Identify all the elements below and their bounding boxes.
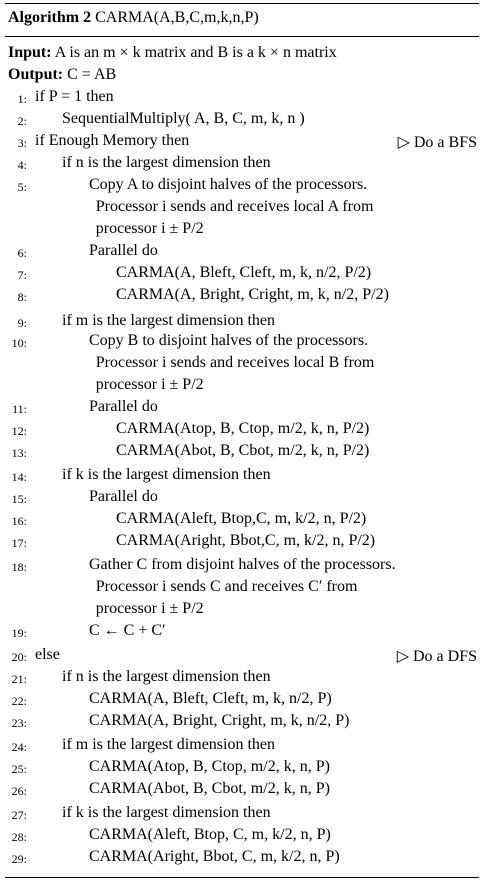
- algorithm-line: [5, 110, 479, 132]
- line-text: processor i ± P/2: [95, 600, 204, 617]
- line-text: Parallel do: [89, 398, 158, 415]
- algorithm-line: [5, 376, 479, 398]
- line-text: else: [35, 646, 60, 663]
- line-text: processor i ± P/2: [95, 220, 204, 237]
- algorithm-line: [5, 510, 479, 532]
- algorithm-line: [5, 154, 479, 176]
- line-text: CARMA(A, Bleft, Cleft, m, k, n/2, P): [89, 690, 332, 707]
- input-text: A is an m × k matrix and B is a k × n matrix: [54, 44, 337, 61]
- algorithm-line: [5, 690, 479, 712]
- line-comment: ▷ Do a BFS: [397, 134, 477, 151]
- line-text: CARMA(A, Bright, Cright, m, k, n/2, P/2): [116, 286, 389, 303]
- line-number: 21:: [11, 672, 27, 686]
- line-text: CARMA(Abot, B, Cbot, m/2, k, n, P/2): [116, 442, 370, 459]
- line-number: 25:: [11, 762, 27, 776]
- line-text: if Enough Memory then: [35, 132, 190, 149]
- algorithm-line: [5, 578, 479, 600]
- line-number: 18:: [11, 560, 27, 574]
- algorithm-line: [5, 622, 479, 644]
- line-text: if k is the largest dimension then: [62, 804, 271, 821]
- line-number: 16:: [11, 514, 27, 528]
- line-text: Processor i sends and receives local A from: [95, 198, 374, 215]
- algorithm-line: [5, 264, 479, 286]
- line-number: 8:: [17, 290, 27, 304]
- line-text: SequentialMultiply( A, B, C, m, k, n ): [62, 110, 305, 127]
- line-number: 6:: [17, 246, 27, 260]
- line-text: CARMA(A, Bleft, Cleft, m, k, n/2, P/2): [116, 264, 372, 281]
- algorithm-line: [5, 332, 479, 354]
- bottom-rule: [5, 877, 479, 878]
- algorithm-line: [5, 804, 479, 826]
- algorithm-name: CARMA(A,B,C,m,k,n,P): [95, 9, 259, 26]
- algorithm-line: [5, 176, 479, 198]
- line-number: 24:: [11, 740, 27, 754]
- line-text: Gather C from disjoint halves of the processors.: [89, 556, 396, 573]
- line-text: Copy B to disjoint halves of the processors.: [89, 332, 369, 349]
- algorithm-line: [5, 646, 479, 668]
- algorithm-line: [5, 488, 479, 510]
- line-number: 15:: [11, 492, 27, 506]
- algorithm-line: [5, 312, 479, 334]
- algorithm-line: [5, 556, 479, 578]
- line-text: Processor i sends C and receives C′ from: [95, 578, 358, 595]
- algorithm-line: [5, 354, 479, 376]
- line-text: Processor i sends and receives local B from: [95, 354, 375, 371]
- algorithm-line: [5, 780, 479, 802]
- line-number: 12:: [11, 424, 27, 438]
- line-text: Parallel do: [89, 488, 158, 505]
- line-text: CARMA(Atop, B, Ctop, m/2, k, n, P): [89, 758, 330, 775]
- algorithm-line: [5, 88, 479, 110]
- algorithm-line: [5, 198, 479, 220]
- algorithm-line: [5, 286, 479, 308]
- algorithm-line: [5, 758, 479, 780]
- line-number: 17:: [11, 536, 27, 550]
- line-number: 10:: [11, 336, 27, 350]
- algorithm-line: [5, 826, 479, 848]
- input-label: Input:: [8, 44, 52, 61]
- input-line: [8, 44, 337, 62]
- line-number: 3:: [17, 136, 27, 150]
- line-text: if n is the largest dimension then: [62, 668, 271, 685]
- line-text: if m is the largest dimension then: [62, 312, 276, 329]
- algorithm-line: [5, 736, 479, 758]
- line-text: CARMA(A, Bright, Cright, m, k, n/2, P): [89, 712, 350, 729]
- line-number: 14:: [11, 470, 27, 484]
- line-text: processor i ± P/2: [95, 376, 204, 393]
- line-text: CARMA(Aright, Bbot,C, m, k/2, n, P/2): [116, 532, 376, 549]
- line-number: 28:: [11, 830, 27, 844]
- line-text: if P = 1 then: [35, 88, 114, 105]
- top-rule: [5, 3, 479, 4]
- algorithm-line: [5, 668, 479, 690]
- line-number: 5:: [17, 180, 27, 194]
- algorithm-line: [5, 420, 479, 442]
- line-text: C ← C + C′: [89, 622, 166, 639]
- output-line: [8, 66, 116, 84]
- line-text: Parallel do: [89, 242, 158, 259]
- algorithm-line: [5, 398, 479, 420]
- output-label: Output:: [8, 66, 64, 83]
- line-number: 13:: [11, 446, 27, 460]
- line-text: if n is the largest dimension then: [62, 154, 271, 171]
- line-text: if m is the largest dimension then: [62, 736, 276, 753]
- line-number: 26:: [11, 784, 27, 798]
- line-number: 20:: [11, 650, 27, 664]
- line-number: 23:: [11, 716, 27, 730]
- algorithm-line: [5, 442, 479, 464]
- algorithm-line: [5, 220, 479, 242]
- algorithm-line: [5, 848, 479, 870]
- output-text: C = AB: [67, 66, 117, 83]
- algorithm-line: [5, 242, 479, 264]
- algorithm-line: [5, 466, 479, 488]
- algorithm-line: [5, 712, 479, 734]
- line-text: Copy A to disjoint halves of the processors.: [89, 176, 368, 193]
- line-number: 1:: [17, 92, 27, 106]
- line-text: CARMA(Aright, Bbot, C, m, k/2, n, P): [89, 848, 340, 865]
- line-text: CARMA(Atop, B, Ctop, m/2, k, n, P/2): [116, 420, 370, 437]
- algorithm-line: [5, 532, 479, 554]
- line-text: if k is the largest dimension then: [62, 466, 271, 483]
- line-number: 29:: [11, 852, 27, 866]
- line-number: 27:: [11, 808, 27, 822]
- line-number: 11:: [12, 402, 27, 416]
- line-number: 7:: [17, 268, 27, 282]
- algorithm-label: Algorithm 2: [8, 9, 92, 26]
- line-comment: ▷ Do a DFS: [396, 648, 477, 665]
- line-number: 22:: [11, 694, 27, 708]
- line-text: CARMA(Aleft, Btop, C, m, k/2, n, P): [89, 826, 331, 843]
- line-number: 19:: [11, 626, 27, 640]
- algorithm-line: [5, 600, 479, 622]
- line-text: CARMA(Aleft, Btop,C, m, k/2, n, P/2): [116, 510, 367, 527]
- line-number: 2:: [17, 114, 27, 128]
- algorithm-line: [5, 132, 479, 154]
- line-number: 9:: [17, 316, 27, 330]
- line-number: 4:: [17, 158, 27, 172]
- line-text: CARMA(Abot, B, Cbot, m/2, k, n, P): [89, 780, 330, 797]
- mid-rule: [5, 36, 479, 37]
- algorithm-title: [8, 9, 259, 27]
